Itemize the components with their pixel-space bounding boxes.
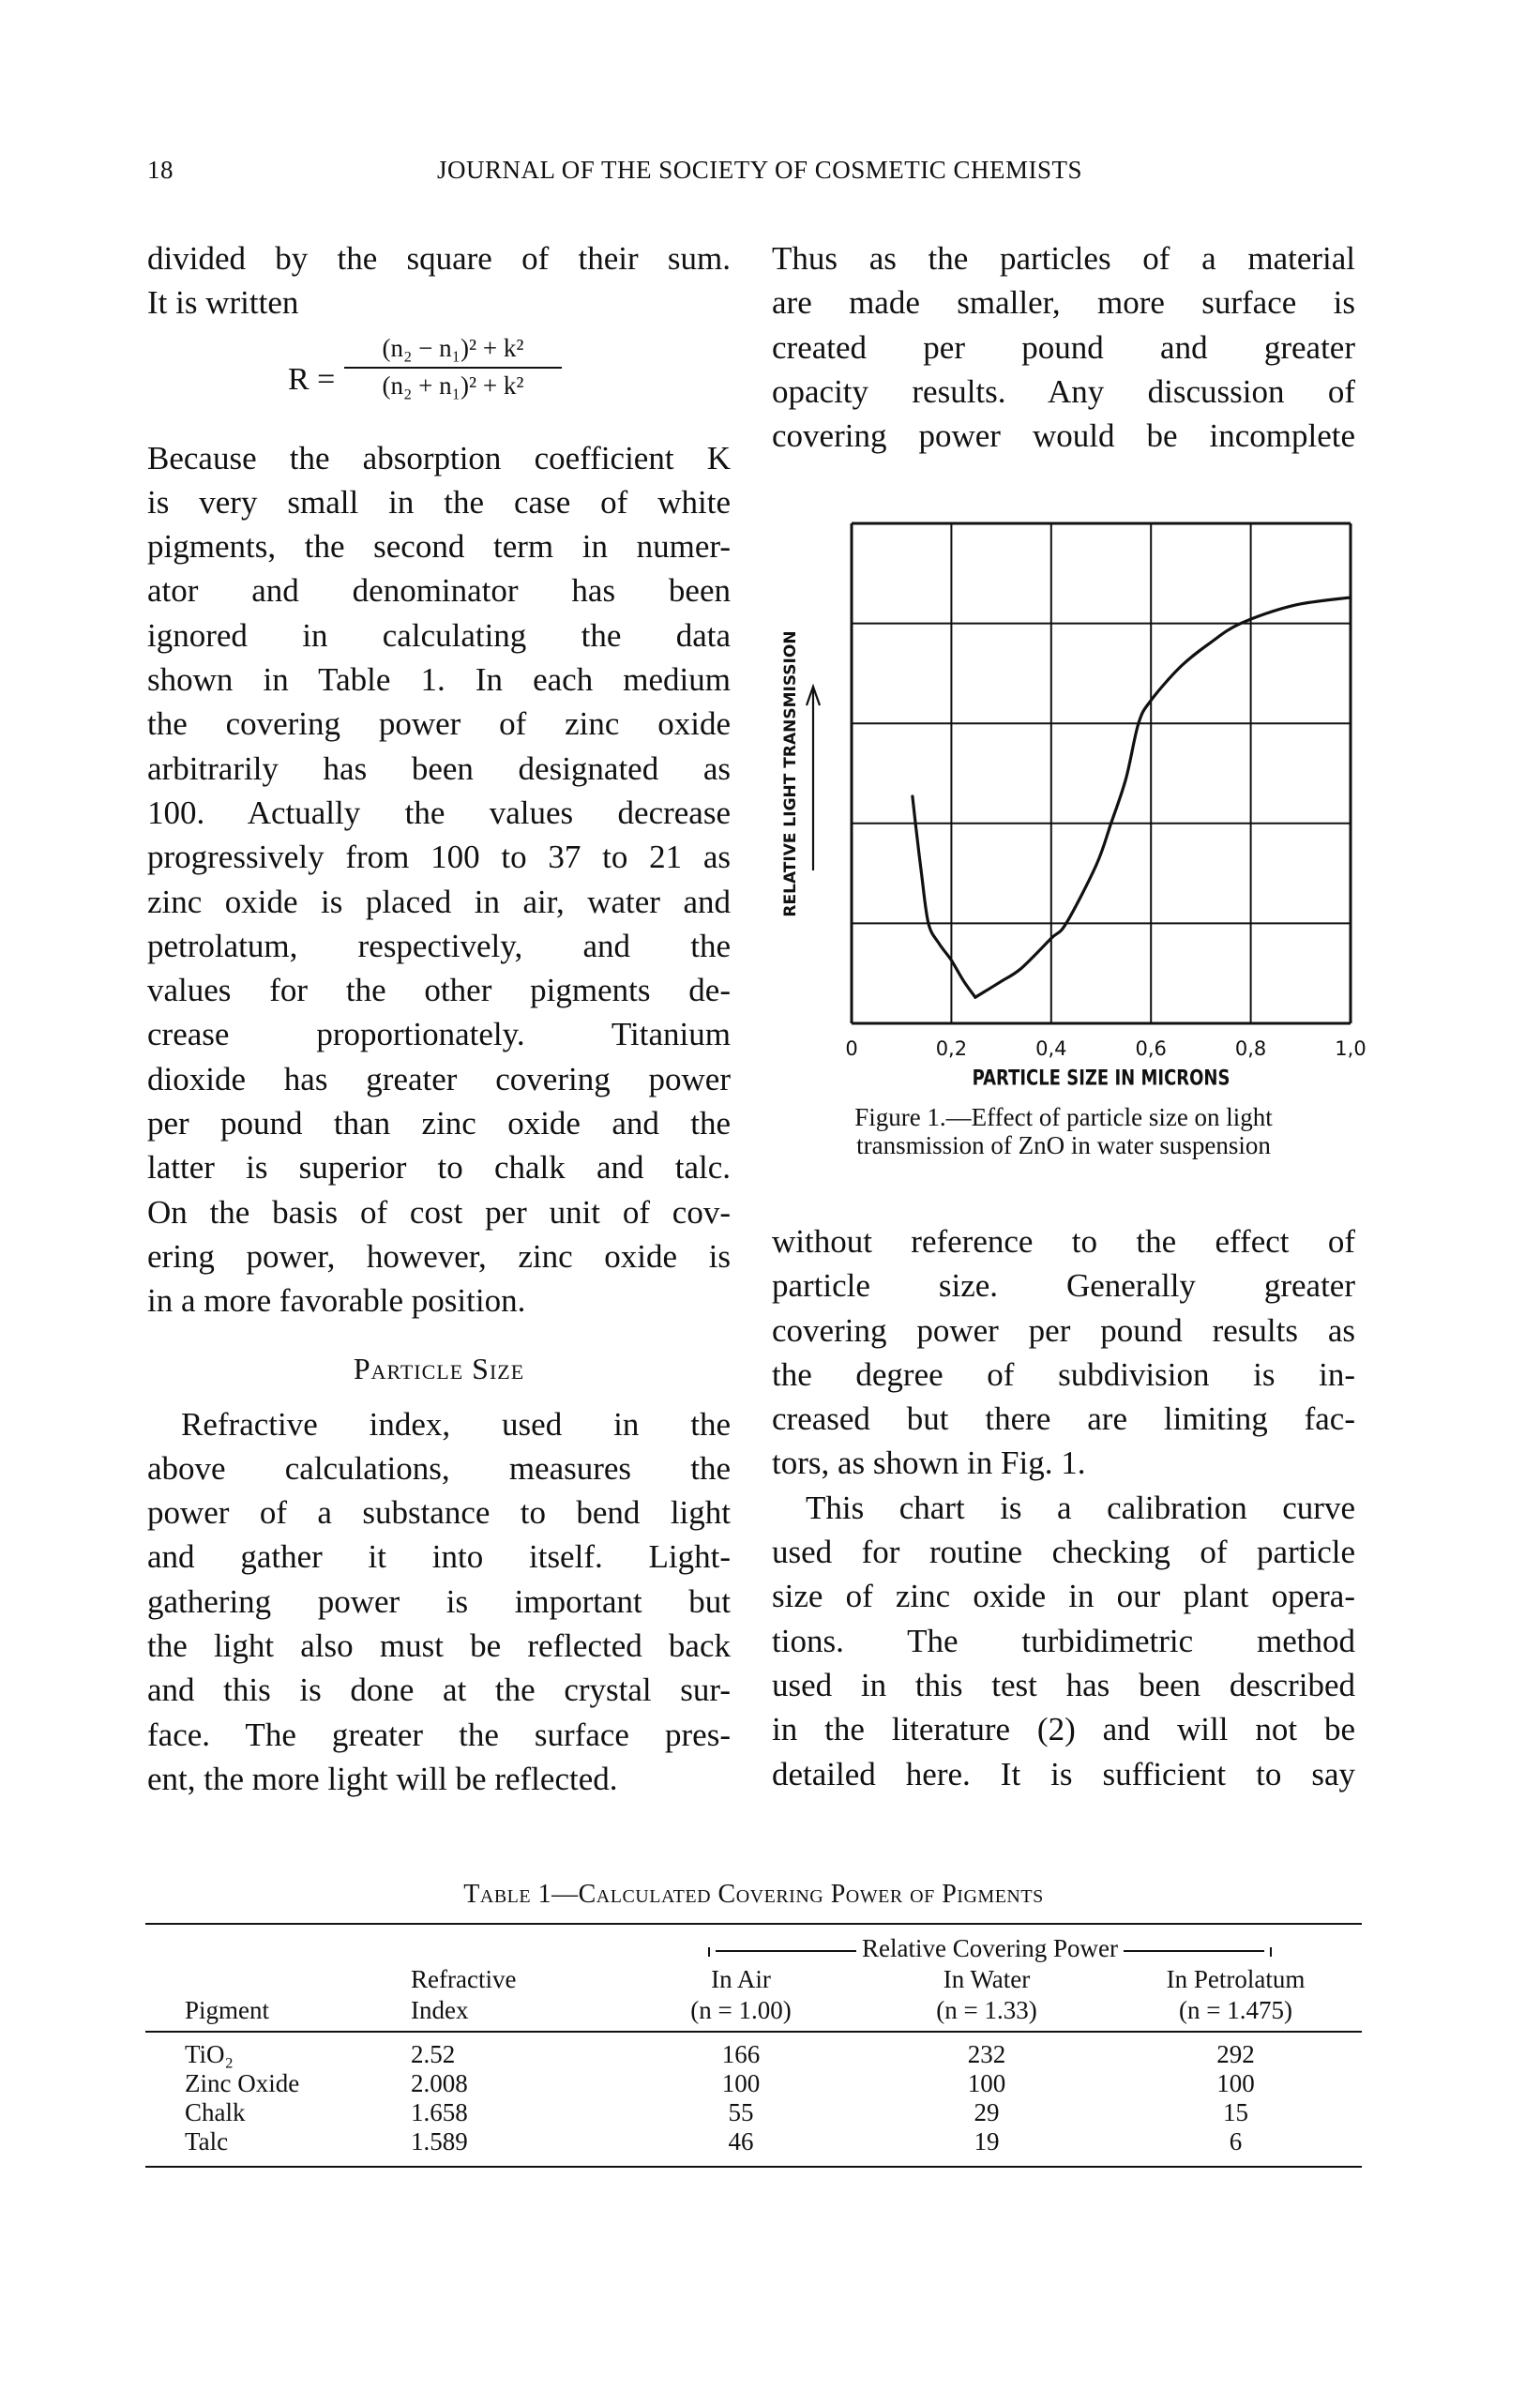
journal-title: JOURNAL OF THE SOCIETY OF COSMETIC CHEMISTS [436,156,1083,184]
text-line: It is written [147,284,299,322]
x-tick-label: 0,4 [1035,1037,1067,1060]
table-row [145,2098,1362,2127]
text-line: 100. Actually the values decrease [147,794,731,831]
cell-refractive-index: 2.008 [411,2069,468,2097]
cell-in-air: 46 [618,2127,864,2167]
text-line: opacity results. Any discussion of [772,372,1355,410]
text-line: shown in Table 1. In each medium [147,661,731,699]
text-line: This chart is a calibration curve [806,1489,1355,1526]
x-tick-label: 0,2 [935,1037,968,1060]
caption-line-1: Figure 1.—Effect of particle size on light [854,1103,1273,1131]
y-axis-arrow-icon [807,687,820,870]
cell-refractive-index: 1.589 [383,2127,618,2167]
cell-in-air: 55 [728,2098,754,2126]
text-line: On the basis of cost per unit of cov- [147,1193,731,1231]
group-header [618,1924,1362,1964]
formula-lhs: R = [288,361,336,397]
text-line: created per pound and greater [772,328,1355,366]
cell-in-petrolatum: 15 [1223,2098,1248,2126]
col-header-petrolatum-n: (n = 1.475) [1110,1995,1362,2032]
col-header-petrolatum: In Petrolatum [1166,1965,1306,1993]
text-line: dioxide has greater covering power [147,1060,731,1097]
cell-in-water: 232 [967,2040,1006,2068]
text-line: ator and denominator has been [147,572,731,610]
text-line: the covering power of zinc oxide [147,705,731,743]
text-line: tors, as shown in Fig. 1. [772,1445,1086,1482]
text-line: in the literature (2) and will not be [772,1711,1355,1748]
cell-in-air: 100 [721,2069,761,2097]
x-tick-label: 0 [845,1037,858,1060]
text-line: ent, the more light will be reflected. [147,1760,618,1797]
transmission-curve [913,598,1351,997]
cell-in-air: 166 [721,2040,761,2068]
y-axis-label: RELATIVE LIGHT TRANSMISSION [781,630,800,917]
cell-pigment: TiO₂ [185,2040,234,2068]
table-row [145,2069,1362,2098]
text-line: tions. The turbidimetric method [772,1622,1355,1659]
x-axis-ticks [845,1037,1366,1060]
text-line: covering power would be incomplete [772,417,1355,455]
text-line: covering power per pound results as [772,1311,1355,1349]
table-title: Table 1—Calculated Covering Power of Pigments [463,1880,1044,1909]
text-line: the light also must be reflected back [147,1627,731,1665]
text-line: in a more favorable position. [147,1282,526,1320]
text-line: Refractive index, used in the [181,1405,731,1443]
text-line: divided by the square of their sum. [147,240,731,277]
text-line: pigments, the second term in numer- [147,528,731,566]
figure-1-chart [750,497,1388,1116]
x-tick-label: 0,8 [1234,1037,1267,1060]
col-header-air: In Air [711,1965,771,1993]
table-row [145,2032,1362,2069]
text-line: zinc oxide is placed in air, water and [147,883,731,920]
cell-pigment: Zinc Oxide [185,2069,300,2097]
text-line: the degree of subdivision is in- [772,1355,1355,1393]
text-line: values for the other pigments de- [147,972,731,1009]
text-line: progressively from 100 to 37 to 21 as [147,839,731,876]
col-header-index: Index [383,1995,618,2032]
text-line: above calculations, measures the [147,1449,731,1487]
right-column-top [772,236,1355,458]
text-line: face. The greater the surface pres- [147,1716,731,1753]
text-line: are made smaller, more surface is [772,284,1355,322]
table-row [145,2127,1362,2167]
cell-refractive-index: 2.52 [411,2040,456,2068]
text-line: latter is superior to chalk and talc. [147,1149,731,1187]
covering-power-table [145,1923,1362,2168]
text-line: detailed here. It is sufficient to say [772,1755,1355,1792]
text-line: and gather it into itself. Light- [147,1538,731,1576]
x-tick-label: 0,6 [1135,1037,1167,1060]
text-line: per pound than zinc oxide and the [147,1105,731,1142]
text-line: creased but there are limiting fac- [772,1400,1355,1438]
paragraph-refractive-index [147,1402,731,1802]
formula-denominator: (n₂ + n₁)² + k² [382,371,524,400]
col-header-pigment: Pigment [145,1995,383,2032]
caption-line-2: transmission of ZnO in water suspension [856,1131,1271,1159]
col-header-water-n: (n = 1.33) [864,1995,1110,2032]
cell-in-petrolatum: 100 [1216,2069,1255,2097]
text-line: size of zinc oxide in our plant opera- [772,1578,1355,1615]
section-heading-particle-size: Particle Size [353,1351,525,1385]
cell-in-water: 29 [974,2098,1000,2126]
x-tick-label: 1,0 [1335,1037,1366,1060]
text-line: arbitrarily has been designated as [147,749,731,787]
text-line: power of a substance to bend light [147,1494,731,1532]
formula-numerator: (n₂ − n₁)² + k² [344,331,562,369]
text-line: used for routine checking of particle [772,1534,1355,1571]
text-line: particle size. Generally greater [772,1267,1355,1305]
paragraph-absorption [147,436,731,1324]
cell-in-petrolatum: 6 [1110,2127,1362,2167]
cell-refractive-index: 1.658 [411,2098,468,2126]
cell-pigment: Chalk [185,2098,246,2126]
cell-pigment: Talc [145,2127,383,2167]
reflectance-formula [147,325,731,436]
figure-caption [772,1103,1355,1159]
text-line: Because the absorption coefficient K [147,439,731,476]
group-header-label: Relative Covering Power [862,1934,1118,1962]
cell-in-petrolatum: 292 [1216,2040,1255,2068]
chart-grid [852,523,1351,1023]
text-line: crease proportionately. Titanium [147,1016,731,1053]
col-header-air-n: (n = 1.00) [618,1995,864,2032]
col-header-refractive: Refractive [411,1965,517,1993]
text-line: Thus as the particles of a material [772,240,1355,277]
text-line: without reference to the effect of [772,1223,1355,1260]
col-header-water: In Water [943,1965,1031,1993]
x-axis-label: PARTICLE SIZE IN MICRONS [972,1065,1230,1091]
text-line: petrolatum, respectively, and the [147,927,731,964]
page-number: 18 [147,156,174,184]
text-line: ignored in calculating the data [147,616,731,654]
text-line: ering power, however, zinc oxide is [147,1237,731,1275]
formula-fraction [344,331,562,402]
right-column-bottom [772,1219,1355,1796]
text-line: gathering power is important but [147,1582,731,1620]
cell-in-water: 19 [864,2127,1110,2167]
text-line: used in this test has been described [772,1666,1355,1703]
left-column [147,236,731,1801]
text-line: is very small in the case of white [147,483,731,521]
text-line: and this is done at the crystal sur- [147,1671,731,1709]
cell-in-water: 100 [967,2069,1006,2097]
